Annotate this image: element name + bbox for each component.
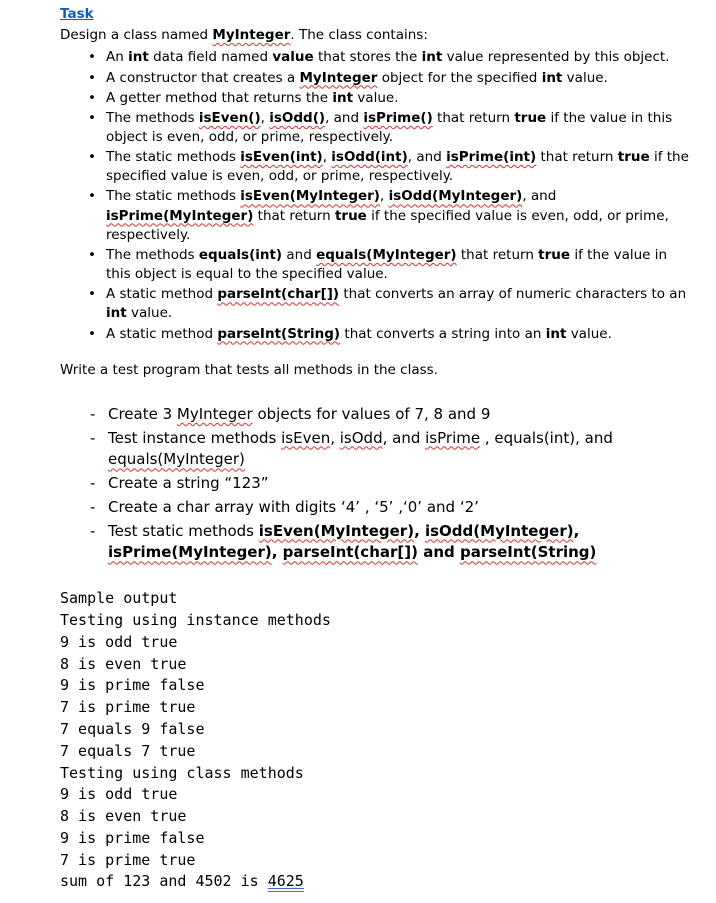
- requirement-item: [86, 89, 690, 108]
- text-run: value represented by this object.: [442, 49, 670, 66]
- text-run: int: [128, 49, 149, 66]
- requirement-item: [86, 325, 690, 344]
- text-run: ,: [330, 428, 340, 447]
- text-run: , and: [382, 428, 426, 447]
- text-run: The methods: [106, 246, 199, 263]
- text-run: and: [417, 543, 460, 562]
- text-run: ,: [379, 188, 389, 205]
- text-run: Create a char array with digits ‘4’ , ‘5’ ,‘0’ and ‘2’: [108, 497, 479, 516]
- text-run: 9 is odd true: [60, 785, 178, 804]
- text-run: A static method: [106, 286, 218, 303]
- text-run: Sample output: [60, 589, 178, 608]
- text-run: 8 is even true: [60, 654, 187, 673]
- text-run: 7 equals 7 true: [60, 741, 196, 760]
- task-heading-link[interactable]: Task: [60, 6, 94, 22]
- text-run: Test static methods: [108, 521, 259, 540]
- text-run: int: [332, 89, 354, 106]
- text-run: isOdd(MyInteger): [388, 188, 523, 205]
- text-run: value.: [562, 69, 608, 86]
- text-run: isPrime(MyInteger): [108, 543, 272, 562]
- text-run: isEven(): [198, 109, 261, 126]
- text-run: that return: [253, 207, 335, 224]
- text-run: . The class contains:: [290, 27, 428, 44]
- test-step-item: [86, 428, 690, 472]
- requirement-item: [86, 48, 690, 67]
- text-run: 9 is prime false: [60, 828, 205, 847]
- text-run: isPrime(MyInteger): [106, 207, 254, 224]
- text-run: isPrime: [425, 428, 481, 447]
- test-step-item: [86, 404, 690, 426]
- text-run: that return: [432, 109, 515, 126]
- text-run: true: [538, 246, 571, 263]
- text-run: ,: [322, 149, 332, 166]
- output-line: [60, 741, 690, 763]
- text-run: ,: [260, 109, 270, 126]
- text-run: A getter method that returns the: [106, 89, 333, 106]
- text-run: equals(MyInteger): [316, 246, 457, 263]
- text-run: true: [617, 149, 650, 166]
- text-run: isPrime(int): [446, 149, 537, 166]
- text-run: Testing using class methods: [60, 763, 304, 782]
- output-line: [60, 763, 690, 785]
- text-run: MyInteger: [176, 404, 253, 423]
- text-run: MyInteger: [212, 27, 291, 44]
- text-run: 8 is even true: [60, 807, 187, 826]
- text-run: 7 is prime true: [60, 850, 196, 869]
- text-run: Design a class named: [60, 27, 213, 44]
- text-run: , and: [325, 109, 364, 126]
- output-line: [60, 719, 690, 741]
- test-step-item: [86, 473, 690, 495]
- text-run: The methods: [106, 109, 199, 126]
- output-line: [60, 871, 690, 893]
- text-run: isPrime(): [363, 109, 433, 126]
- output-line: [60, 806, 690, 828]
- text-run: isEven(MyInteger): [258, 521, 415, 540]
- text-run: value.: [566, 325, 612, 342]
- text-run: MyInteger: [299, 69, 378, 86]
- text-run: if the value in this object is equal to the specified value.: [106, 246, 668, 283]
- test-program-line: Write a test program that tests all methods in the class.: [60, 361, 438, 378]
- text-run: A constructor that creates a: [106, 69, 300, 86]
- requirement-item: [86, 285, 690, 323]
- requirements-list: [86, 48, 690, 343]
- task-heading-row: [60, 5, 690, 23]
- text-run: isEven(int): [240, 149, 323, 166]
- text-run: 7 is prime true: [60, 698, 196, 717]
- intro-paragraph: [60, 26, 690, 45]
- text-run: value.: [126, 305, 173, 322]
- text-run: An: [106, 49, 129, 66]
- text-run: int: [541, 69, 563, 86]
- text-run: sum of 123 and 4502 is: [60, 872, 268, 891]
- text-run: parseInt(char[]): [217, 286, 340, 303]
- text-run: isEven: [281, 428, 331, 447]
- output-line: [60, 784, 690, 806]
- text-run: true: [334, 207, 367, 224]
- text-run: and: [282, 246, 317, 263]
- text-run: Test instance methods: [108, 428, 282, 447]
- output-line: [60, 828, 690, 850]
- text-run: that converts a string into an: [340, 325, 546, 342]
- output-line: [60, 588, 690, 610]
- text-run: that stores the: [313, 49, 422, 66]
- text-run: isOdd(): [269, 109, 326, 126]
- requirement-item: [86, 69, 690, 88]
- text-run: 7 equals 9 false: [60, 719, 205, 738]
- text-run: objects for values of 7, 8 and 9: [252, 404, 491, 423]
- text-run: Testing using instance methods: [60, 610, 331, 629]
- text-run: parseInt(String): [217, 325, 341, 342]
- text-run: if the value in this object is even, odd, or prime, respectively.: [106, 109, 673, 145]
- text-run: isOdd: [339, 428, 383, 447]
- text-run: A static method: [106, 325, 218, 342]
- text-run: equals(MyInteger): [108, 450, 245, 469]
- text-run: 9 is odd true: [60, 632, 178, 651]
- text-run: value: [272, 49, 314, 66]
- text-run: ,: [573, 521, 580, 540]
- text-run: parseInt(String): [459, 543, 597, 562]
- output-line: [60, 610, 690, 632]
- output-line: [60, 850, 690, 872]
- text-run: int: [106, 305, 127, 322]
- output-line: [60, 697, 690, 719]
- text-run: object for the specified: [377, 69, 542, 86]
- text-run: int: [545, 325, 567, 342]
- text-run: Create 3: [108, 404, 177, 423]
- output-line: [60, 632, 690, 654]
- text-run: The static methods: [106, 149, 241, 166]
- text-run: equals(int): [198, 246, 283, 263]
- test-step-item: [86, 497, 690, 519]
- text-run: The static methods: [106, 188, 241, 205]
- text-run: , and: [407, 149, 447, 166]
- output-line: [60, 654, 690, 676]
- text-run: isOdd(int): [331, 149, 408, 166]
- text-run: Create a string “123”: [108, 474, 269, 493]
- output-line: [60, 675, 690, 697]
- requirement-item: [86, 109, 690, 147]
- sample-output-block: [60, 588, 690, 893]
- text-run: 9 is prime false: [60, 676, 205, 695]
- text-run: int: [421, 49, 443, 66]
- text-run: value.: [353, 89, 399, 106]
- text-run: ,: [271, 543, 283, 562]
- text-run: that converts an array of numeric characters to an: [339, 286, 687, 303]
- text-run: , equals(int), and: [480, 428, 613, 447]
- text-run: that return: [536, 149, 618, 166]
- test-steps-list: [86, 404, 690, 564]
- text-run: if the specified value is even, odd, or prime, respectively.: [106, 207, 669, 243]
- text-run: ,: [414, 521, 425, 540]
- text-run: parseInt(char[]): [282, 543, 418, 562]
- text-run: data field named: [148, 49, 273, 66]
- requirement-item: [86, 187, 690, 244]
- text-run: isOdd(MyInteger): [424, 521, 574, 540]
- text-run: , and: [522, 188, 557, 205]
- requirement-item: [86, 148, 690, 186]
- text-run: 4625: [267, 872, 304, 891]
- text-run: true: [514, 109, 547, 126]
- test-step-item: [86, 521, 690, 565]
- text-run: if the specified value is even, odd, or prime, respectively.: [106, 149, 689, 185]
- text-run: isEven(MyInteger): [240, 188, 380, 205]
- requirement-item: [86, 246, 690, 284]
- text-run: that return: [456, 246, 539, 263]
